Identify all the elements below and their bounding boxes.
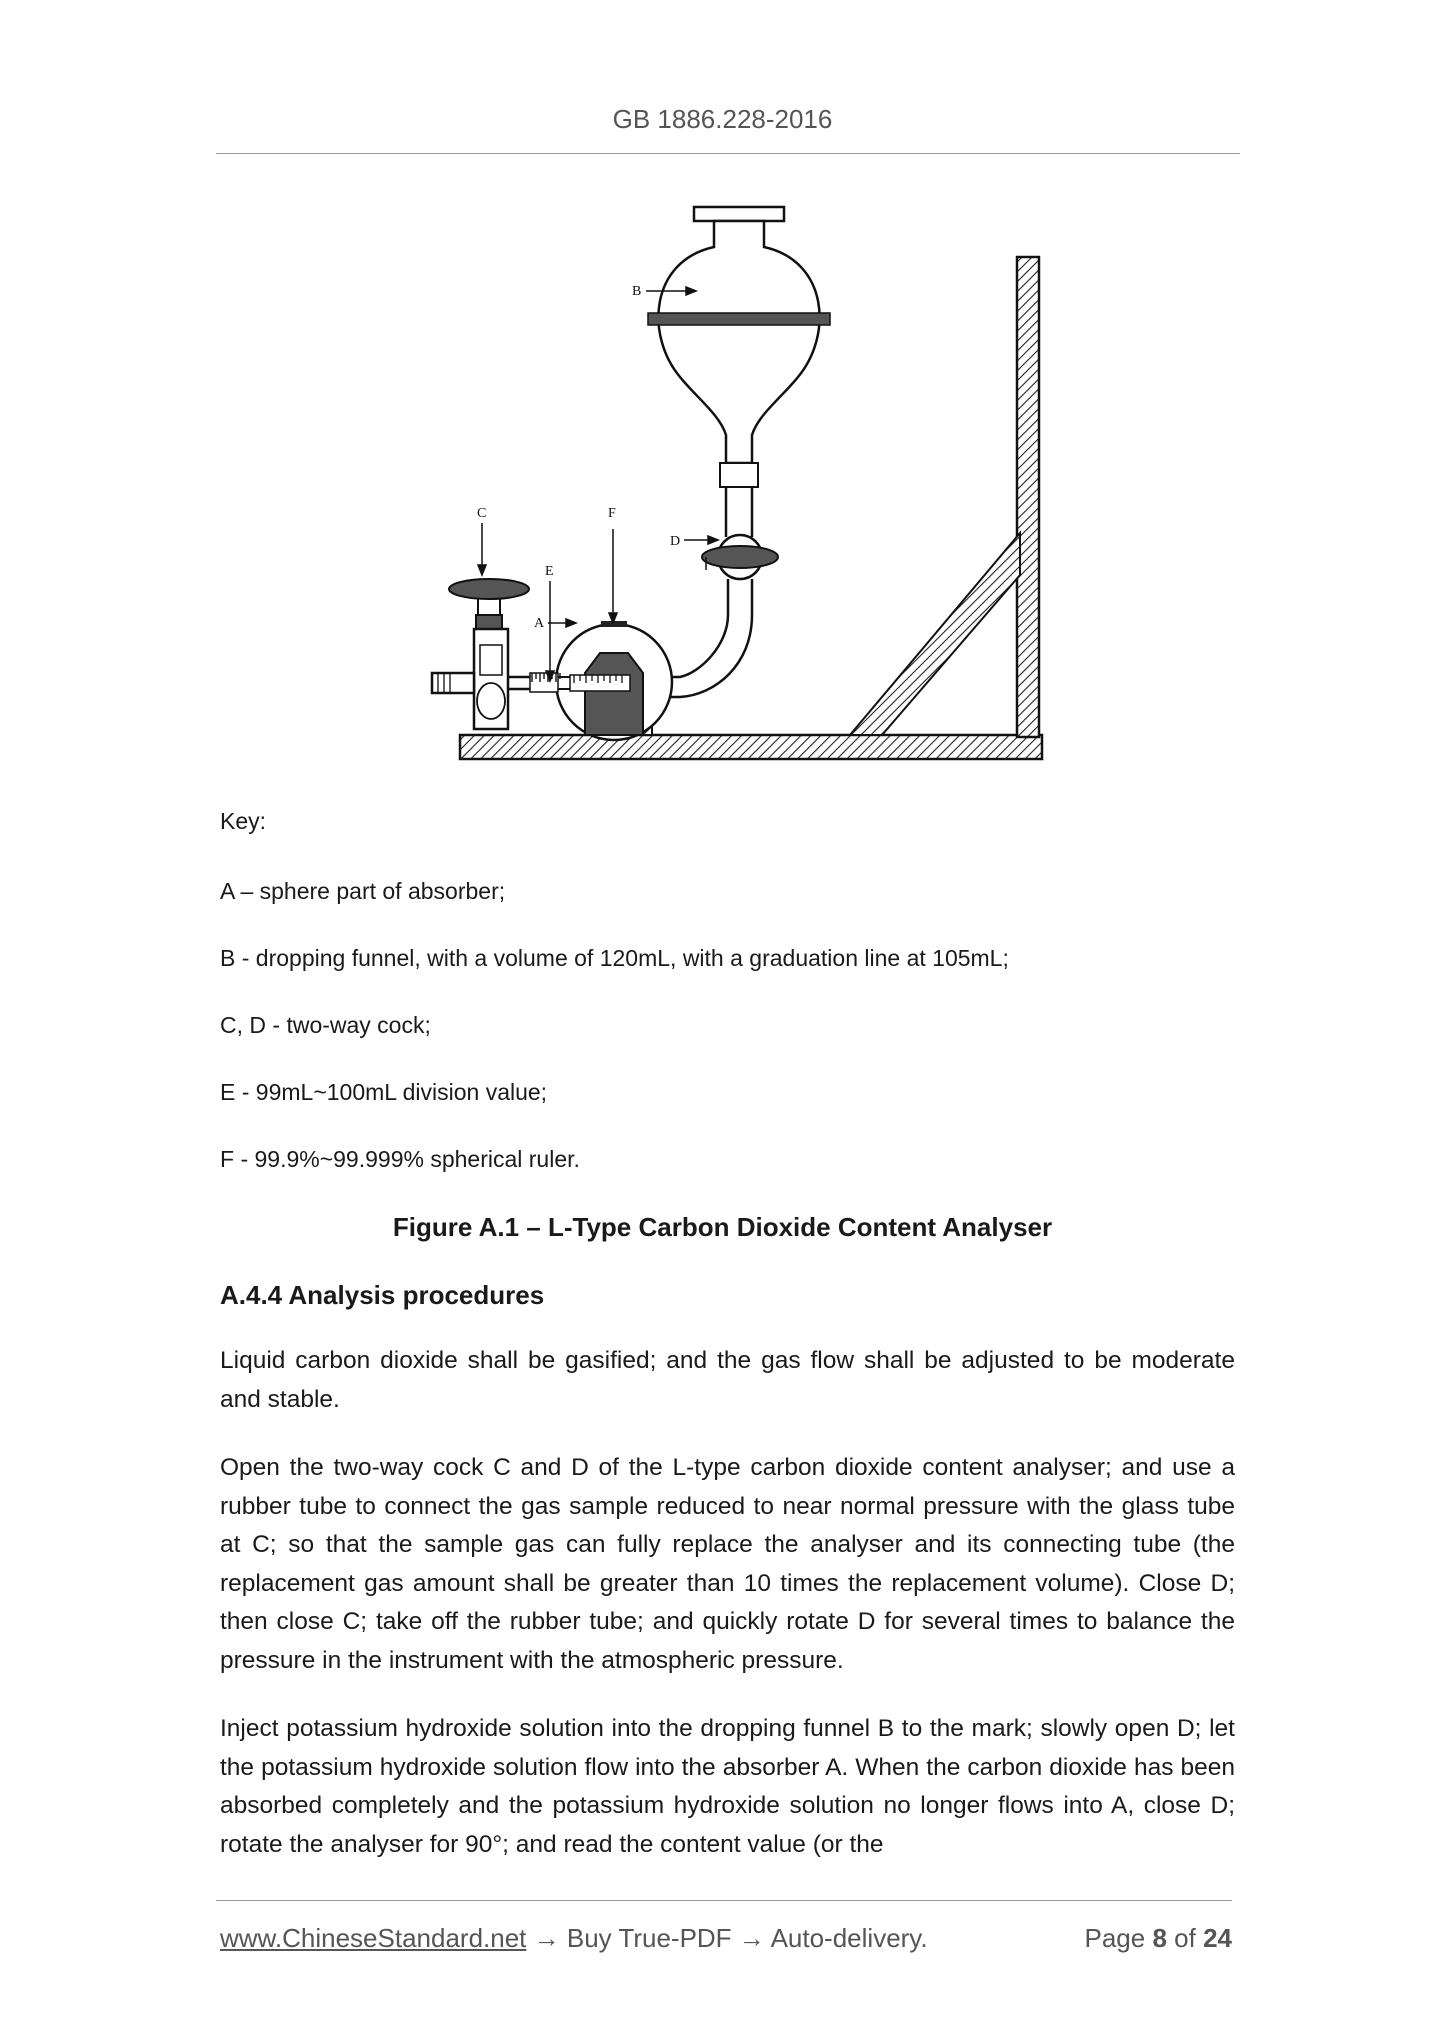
base-plate: [460, 735, 1042, 759]
figure-label-e: E: [545, 564, 554, 579]
page-word: Page: [1084, 1923, 1146, 1953]
page-total: 24: [1203, 1923, 1232, 1953]
key-item-f: F - 99.9%~99.999% spherical ruler.: [220, 1146, 580, 1172]
cock-c: [432, 579, 529, 729]
key-item-a: A – sphere part of absorber;: [220, 878, 506, 904]
key-list: [220, 877, 1009, 1212]
paragraph-3: Inject potassium hydroxide solution into the dropping funnel B to the mark; slowly open D; let the potassium hydroxide solution flow into the absorber A. When the carbon dioxide has been absorbed completely and the potassium hydroxide solution no longer flows into A, close D; rotate the analyser for 90°; and read the content value (or the: [220, 1715, 1235, 1858]
footer-promo: → Buy True-PDF → Auto-delivery.: [526, 1923, 928, 1953]
figure-caption: Figure A.1 – L-Type Carbon Dioxide Content Analyser: [392, 1212, 1053, 1242]
section-heading: A.4.4 Analysis procedures: [220, 1280, 545, 1310]
paragraph-1: Liquid carbon dioxide shall be gasified; and the gas flow shall be adjusted to be moderate and stable.: [220, 1347, 1235, 1413]
key-item-cd: C, D - two-way cock;: [220, 1012, 431, 1038]
dropping-funnel: [658, 221, 819, 463]
page-number: 8: [1152, 1923, 1167, 1953]
inner-core: [585, 653, 643, 735]
document-header: GB 1886.228-2016: [612, 104, 833, 134]
diagonal-brace: [850, 533, 1020, 735]
paragraph-2: Open the two-way cock C and D of the L-type carbon dioxide content analyser; and use a rubber tube to connect the gas sample reduced to near normal pressure with the glass tube at C; so that the sample gas can fully replace the analyser and its connecting tube (the replacement gas amount shall be greater than 10 times the replacement volume). Close D; then close C; take off the rubber tube; and quickly rotate D for several times to balance the pressure in the instrument with the atmospheric pressure.: [220, 1454, 1235, 1674]
figure-label-c: C: [477, 506, 487, 521]
figure-label-f: F: [608, 506, 616, 521]
header-divider: [216, 153, 1240, 154]
page-footer: [220, 1923, 1232, 1954]
footer-divider: [216, 1900, 1232, 1901]
figure-label-d: D: [670, 534, 681, 549]
vertical-stand: [1017, 257, 1039, 737]
key-title: Key:: [220, 808, 267, 834]
key-item-b: B - dropping funnel, with a volume of 120mL, with a graduation line at 105mL;: [220, 945, 1009, 971]
figure-label-b: B: [632, 284, 642, 299]
of-word: of: [1174, 1923, 1196, 1953]
analyser-figure: [430, 195, 1080, 775]
figure-label-a: A: [534, 616, 545, 631]
website-link[interactable]: www.ChineseStandard.net: [220, 1923, 527, 1953]
page-indicator: [1084, 1923, 1232, 1954]
key-item-e: E - 99mL~100mL division value;: [220, 1079, 548, 1105]
